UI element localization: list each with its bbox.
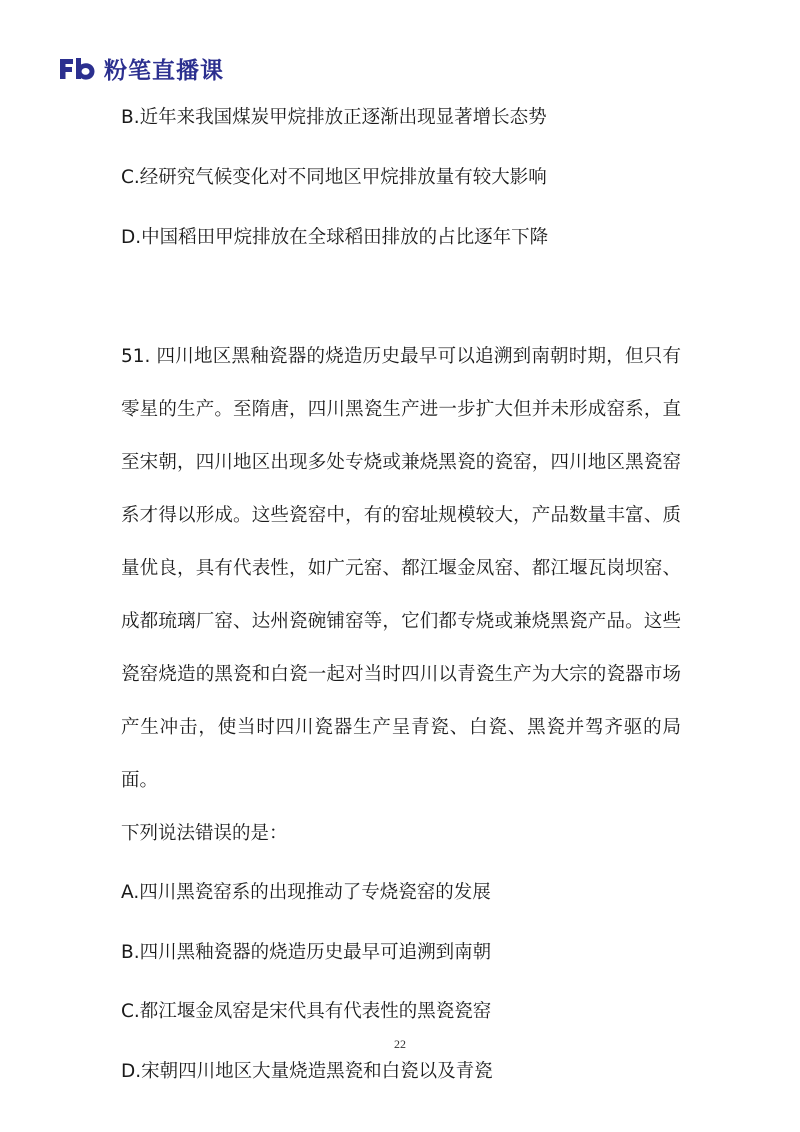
option-c: C.都江堰金凤窑是宋代具有代表性的黑瓷瓷窑 [121, 1001, 492, 1022]
passage-line: 系才得以形成。这些瓷窑中，有的窑址规模较大，产品数量丰富、质 [121, 505, 681, 526]
option-b: B.四川黑釉瓷器的烧造历史最早可追溯到南朝 [121, 942, 492, 963]
page-header [57, 52, 224, 84]
passage-line: 产生冲击，使当时四川瓷器生产呈青瓷、白瓷、黑瓷并驾齐驱的局 [121, 717, 681, 738]
question-prompt: 下列说法错误的是： [121, 823, 288, 844]
prev-option-c: C.经研究气候变化对不同地区甲烷排放量有较大影响 [121, 167, 547, 188]
passage-line: 量优良，具有代表性，如广元窑、都江堰金凤窑、都江堰瓦岗坝窑、 [121, 558, 681, 579]
page-number: 22 [394, 1037, 406, 1051]
prev-option-b: B.近年来我国煤炭甲烷排放正逐渐出现显著增长态势 [121, 107, 547, 128]
passage-line: 成都琉璃厂窑、达州瓷碗铺窑等，它们都专烧或兼烧黑瓷产品。这些 [121, 611, 681, 632]
option-d: D.宋朝四川地区大量烧造黑瓷和白瓷以及青瓷 [121, 1061, 493, 1082]
passage-line: 至宋朝，四川地区出现多处专烧或兼烧黑瓷的瓷窑，四川地区黑瓷窑 [121, 452, 681, 473]
option-a: A.四川黑瓷窑系的出现推动了专烧瓷窑的发展 [121, 882, 491, 903]
prev-option-d: D.中国稻田甲烷排放在全球稻田排放的占比逐年下降 [121, 227, 549, 248]
passage-line: 51. 四川地区黑釉瓷器的烧造历史最早可以追溯到南朝时期，但只有 [121, 346, 681, 367]
passage-line: 瓷窑烧造的黑瓷和白瓷一起对当时四川以青瓷生产为大宗的瓷器市场 [121, 664, 681, 685]
fenbi-logo-icon [57, 54, 97, 82]
passage-line: 零星的生产。至隋唐，四川黑瓷生产进一步扩大但并未形成窑系，直 [121, 399, 681, 420]
passage-line: 面。 [121, 770, 159, 791]
brand-name: 粉笔直播课 [104, 57, 224, 84]
